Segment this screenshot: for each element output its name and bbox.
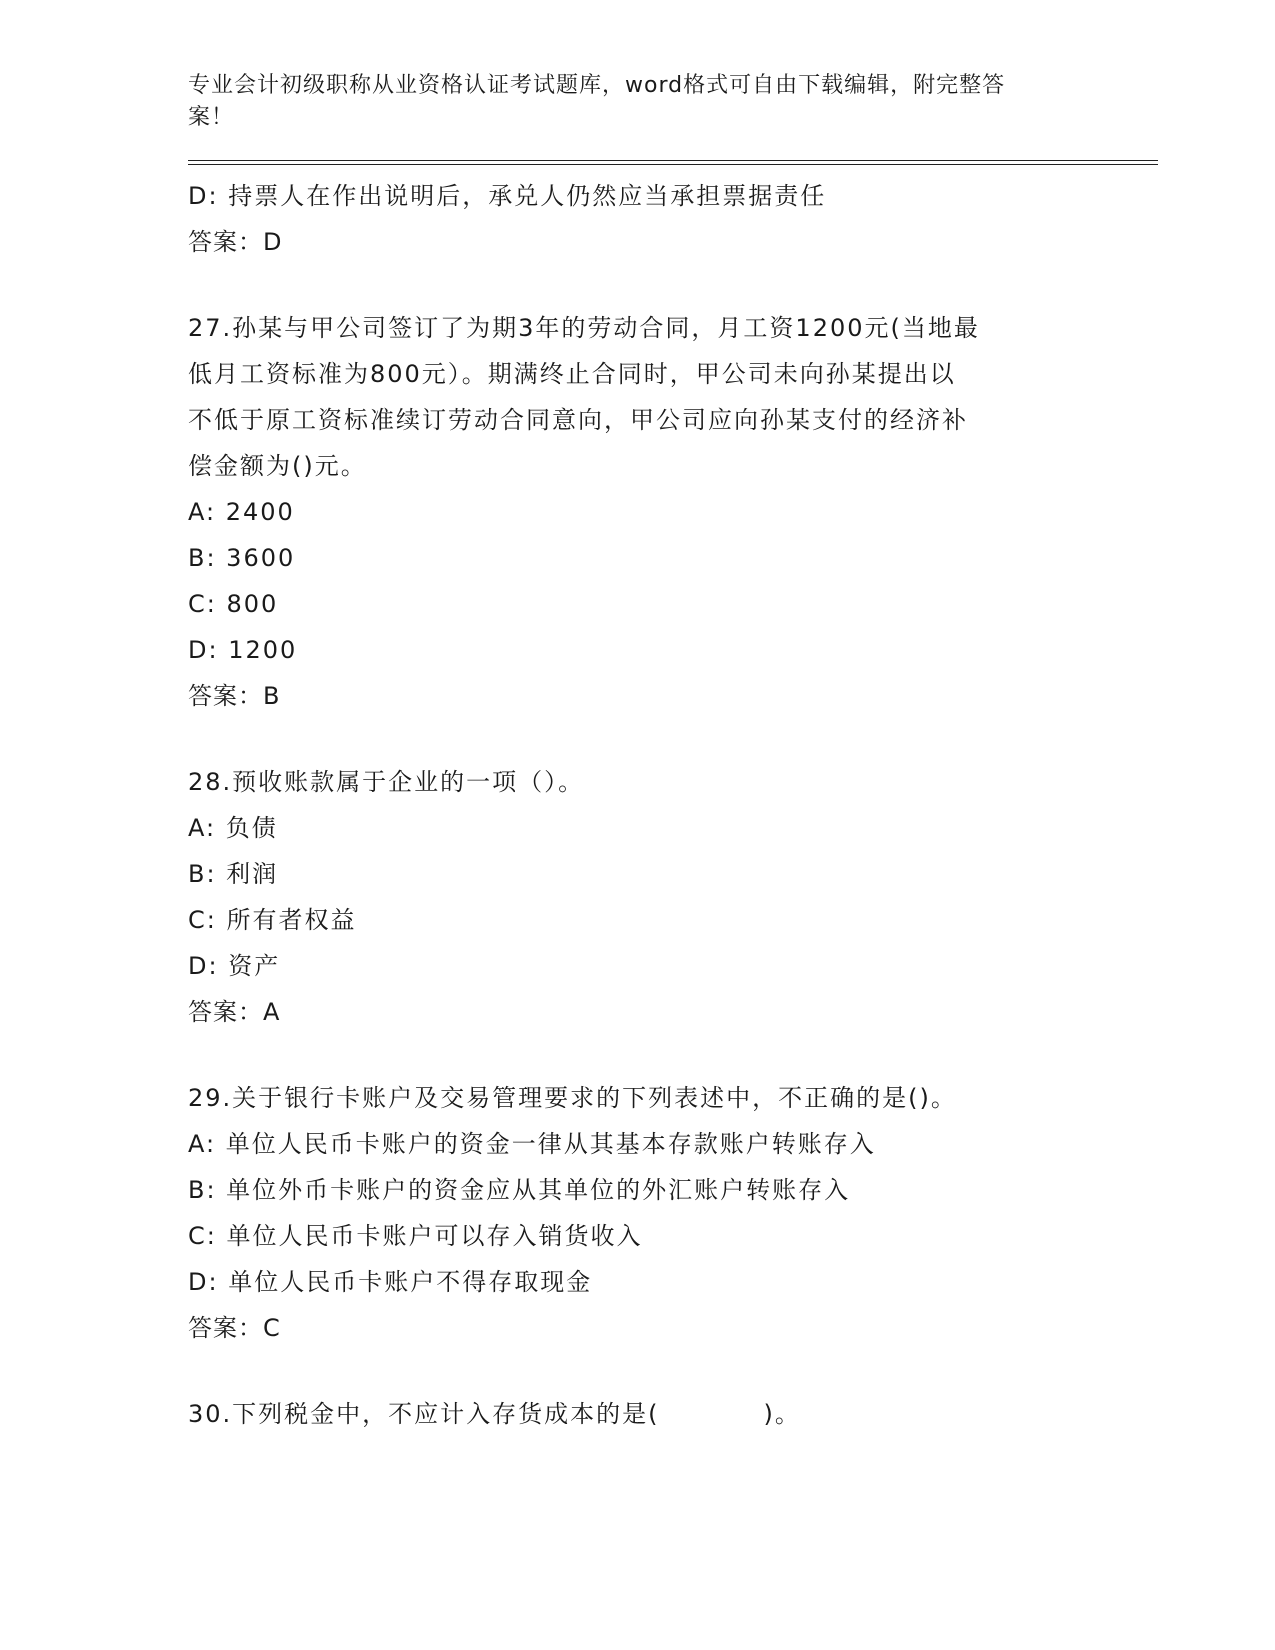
option-a: A: 2400 [188,498,295,526]
header-title-line-2: 案！ [188,105,235,130]
question-30 [188,1391,1158,1437]
option-c: C: 800 [188,590,279,618]
question-stem [188,1391,1068,1437]
question-stem-line: 28.预收账款属于企业的一项（）。 [188,768,585,796]
document-page [188,70,1158,1437]
option-b: B: 单位外币卡账户的资金应从其单位的外汇账户转账存入 [188,1176,851,1204]
option-a: A: 负债 [188,814,278,842]
document-body [188,173,1158,1437]
document-header [188,70,1158,165]
question-stem [188,305,1068,489]
question-stem [188,1075,1068,1121]
question-27 [188,305,1158,719]
answer-line: 答案：C [188,1314,281,1342]
question-stem-line: 不低于原工资标准续订劳动合同意向，甲公司应向孙某支付的经济补 [188,406,968,434]
option-b: B: 利润 [188,860,279,888]
option-d: D: 单位人民币卡账户不得存取现金 [188,1268,593,1296]
question-26-tail [188,173,1158,265]
question-28 [188,759,1158,1035]
option-b: B: 3600 [188,544,296,572]
option-c: C: 所有者权益 [188,906,357,934]
option-d: D: 1200 [188,636,298,664]
answer-line: 答案：D [188,228,283,256]
header-title [188,70,1068,134]
answer-line: 答案：B [188,682,281,710]
option-d: D: 持票人在作出说明后，承兑人仍然应当承担票据责任 [188,182,827,210]
answer-line: 答案：A [188,998,281,1026]
question-stem-line: 30.下列税金中，不应计入存货成本的是( )。 [188,1400,801,1428]
question-stem [188,759,1068,805]
question-stem-line: 29.关于银行卡账户及交易管理要求的下列表述中，不正确的是()。 [188,1084,957,1112]
question-stem-line: 偿金额为()元。 [188,452,367,480]
question-29 [188,1075,1158,1351]
header-title-line-1: 专业会计初级职称从业资格认证考试题库，word格式可自由下载编辑，附完整答 [188,73,1006,98]
question-stem-line: 低月工资标准为800元）。期满终止合同时，甲公司未向孙某提出以 [188,360,956,388]
header-double-rule [188,160,1158,165]
option-c: C: 单位人民币卡账户可以存入销货收入 [188,1222,643,1250]
question-stem-line: 27.孙某与甲公司签订了为期3年的劳动合同，月工资1200元(当地最 [188,314,980,342]
option-a: A: 单位人民币卡账户的资金一律从其基本存款账户转账存入 [188,1130,876,1158]
option-d: D: 资产 [188,952,281,980]
